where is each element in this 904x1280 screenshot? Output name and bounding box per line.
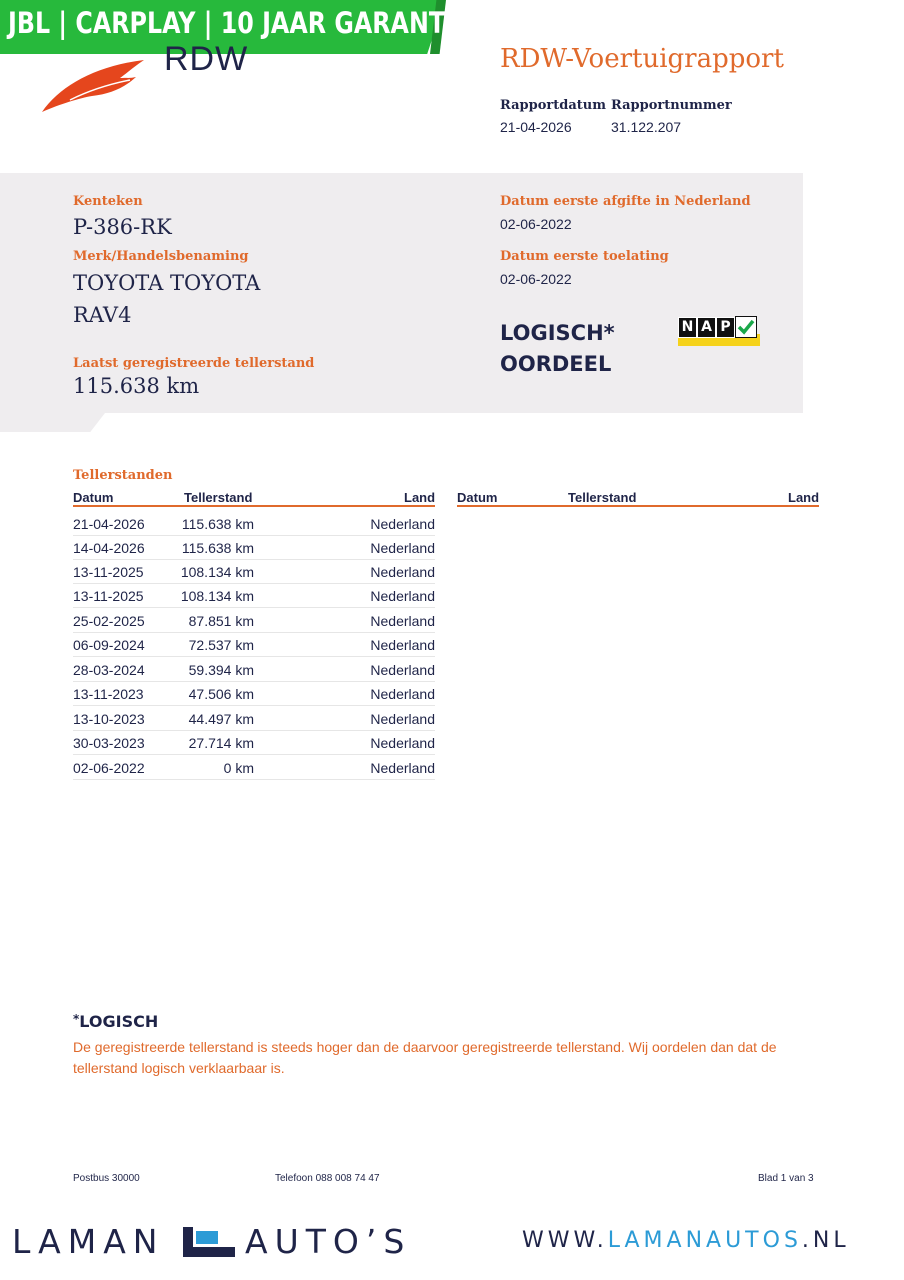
- web-suffix: .NL: [801, 1228, 850, 1253]
- rapportnummer-value: 31.122.207: [611, 119, 682, 135]
- row-datum: 28-03-2024: [73, 662, 145, 678]
- footer-postbus: Postbus 30000: [73, 1173, 140, 1184]
- note-title: [73, 1012, 158, 1031]
- row-land: Nederland: [370, 540, 435, 556]
- brand-name-part1: LAMAN: [12, 1222, 165, 1261]
- row-land: Nederland: [370, 735, 435, 751]
- row-datum: 13-10-2023: [73, 711, 145, 727]
- row-tellerstand: 59.394 km: [188, 662, 254, 678]
- col-land-header-2: Land: [788, 490, 820, 505]
- nap-letter-a: A: [697, 317, 716, 338]
- table-row: [73, 706, 435, 731]
- footer-blad: Blad 1 van 3: [758, 1173, 814, 1184]
- web-prefix: WWW.: [522, 1228, 608, 1253]
- rdw-feather-icon: [40, 56, 148, 114]
- table-row: [73, 559, 435, 584]
- col-tellerstand-header: Tellerstand: [184, 490, 253, 505]
- col-datum-header: Datum: [73, 490, 114, 505]
- panel-tab: [0, 413, 105, 432]
- row-datum: 25-02-2025: [73, 613, 145, 629]
- afgifte-label: Datum eerste afgifte in Nederland: [500, 194, 751, 209]
- row-datum: 13-11-2025: [73, 564, 144, 580]
- col-land-header: Land: [404, 490, 436, 505]
- table-row: [73, 583, 435, 608]
- nap-letter-p: P: [716, 317, 735, 338]
- promo-banner-text: JBL | CARPLAY | 10 JAAR GARANTIE: [8, 6, 471, 40]
- row-datum: 14-04-2026: [73, 540, 145, 556]
- table-row: [73, 730, 435, 755]
- table-row: [73, 632, 435, 657]
- row-land: Nederland: [370, 588, 435, 604]
- col-datum-header-2: Datum: [457, 490, 498, 505]
- row-tellerstand: 47.506 km: [188, 686, 254, 702]
- row-land: Nederland: [370, 686, 435, 702]
- verdict-line2: OORDEEL: [500, 352, 612, 376]
- row-datum: 30-03-2023: [73, 735, 145, 751]
- teller-value: 115.638 km: [73, 374, 200, 398]
- tellerstanden-title: Tellerstanden: [73, 468, 173, 483]
- table-row: [73, 657, 435, 682]
- rapportdatum-value: 21-04-2026: [500, 119, 572, 135]
- report-title: RDW-Voertuigrapport: [500, 44, 784, 74]
- rapportnummer-label: Rapportnummer: [611, 98, 732, 113]
- toelating-label: Datum eerste toelating: [500, 249, 669, 264]
- row-datum: 13-11-2023: [73, 686, 144, 702]
- merk-line1: TOYOTA TOYOTA: [73, 271, 261, 295]
- note-star: *: [73, 1012, 80, 1026]
- nap-logo: [678, 316, 760, 348]
- row-tellerstand: 115.638 km: [181, 516, 254, 532]
- row-tellerstand: 44.497 km: [188, 711, 254, 727]
- table-header-rule: [73, 505, 435, 507]
- row-land: Nederland: [370, 760, 435, 776]
- table-row: [73, 681, 435, 706]
- teller-label: Laatst geregistreerde tellerstand: [73, 356, 315, 371]
- row-land: Nederland: [370, 662, 435, 678]
- row-tellerstand: 115.638 km: [181, 540, 254, 556]
- row-datum: 21-04-2026: [73, 516, 145, 532]
- table-row: [73, 535, 435, 560]
- table-header-rule-2: [457, 505, 819, 507]
- row-tellerstand: 108.134 km: [180, 564, 254, 580]
- brand-name-part2: AUTO’S: [245, 1222, 412, 1261]
- note-title-text: LOGISCH: [79, 1012, 159, 1031]
- verdict: [500, 318, 615, 380]
- row-tellerstand: 72.537 km: [188, 637, 254, 653]
- row-land: Nederland: [370, 516, 435, 532]
- brand-website[interactable]: [522, 1228, 850, 1253]
- rapportdatum-label: Rapportdatum: [500, 98, 606, 113]
- row-datum: 06-09-2024: [73, 637, 145, 653]
- kenteken-label: Kenteken: [73, 194, 143, 209]
- merk-line2: RAV4: [73, 303, 132, 327]
- row-tellerstand: 108.134 km: [180, 588, 254, 604]
- row-tellerstand: 27.714 km: [188, 735, 254, 751]
- afgifte-value: 02-06-2022: [500, 216, 572, 232]
- table-row: [73, 511, 435, 536]
- row-datum: 02-06-2022: [73, 760, 145, 776]
- row-land: Nederland: [370, 613, 435, 629]
- kenteken-value: P-386-RK: [73, 215, 172, 239]
- col-tellerstand-header-2: Tellerstand: [568, 490, 637, 505]
- nap-letter-n: N: [678, 317, 697, 338]
- row-tellerstand: 87.851 km: [188, 613, 254, 629]
- row-land: Nederland: [370, 564, 435, 580]
- row-tellerstand: 0 km: [223, 760, 254, 776]
- row-land: Nederland: [370, 711, 435, 727]
- merk-label: Merk/Handelsbenaming: [73, 249, 249, 264]
- table-row: [73, 755, 435, 780]
- footer-telefoon: Telefoon 088 008 74 47: [275, 1173, 380, 1184]
- web-mid: LAMANAUTOS: [607, 1228, 802, 1253]
- note-text: De geregistreerde tellerstand is steeds hoger dan de daarvoor geregistreerde tellerstand. Wij oordelen dan dat de tellerstand logisch verklaarbaar is.: [73, 1039, 777, 1076]
- verdict-line1: LOGISCH*: [500, 321, 615, 345]
- laman-logo-icon: [183, 1227, 235, 1257]
- row-datum: 13-11-2025: [73, 588, 144, 604]
- row-land: Nederland: [370, 637, 435, 653]
- check-icon: [735, 316, 757, 338]
- rdw-logo-text: RDW: [164, 40, 249, 78]
- table-row: [73, 608, 435, 633]
- toelating-value: 02-06-2022: [500, 271, 572, 287]
